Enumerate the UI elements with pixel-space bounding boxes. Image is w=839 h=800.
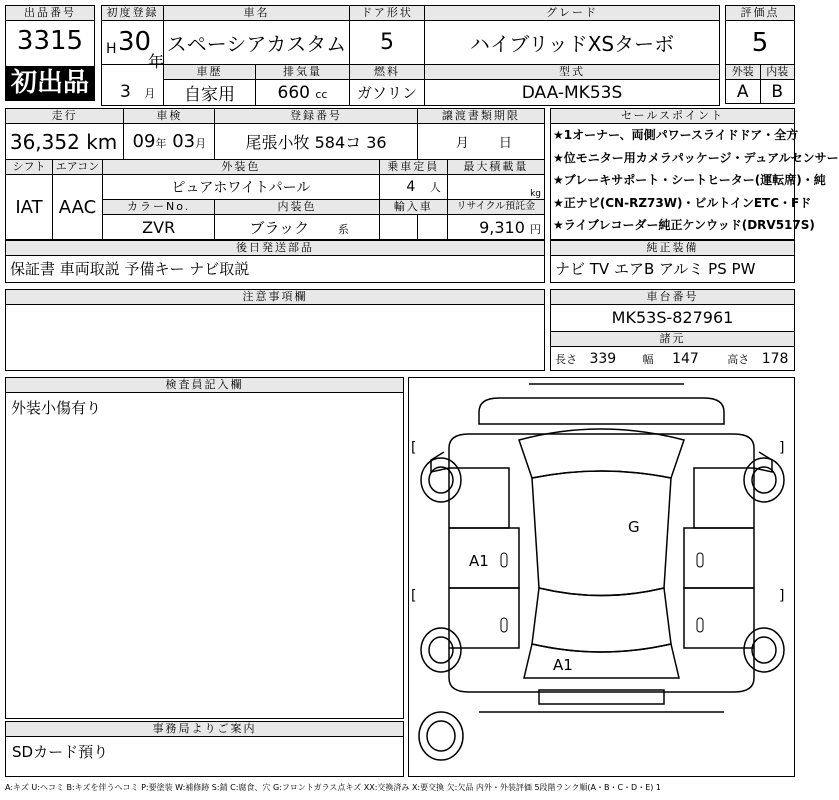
model: DAA-MK53S	[425, 80, 720, 106]
inspect-month: 03	[172, 131, 196, 152]
chassis-label: 車台番号	[551, 290, 794, 305]
length-label: 長さ	[555, 353, 577, 366]
damage-mark-left-door: A1	[469, 552, 489, 570]
reg-year: 30	[118, 27, 152, 57]
recycle-label: リサイクル預託金	[447, 199, 544, 214]
inspector-box	[5, 377, 404, 719]
score: 5	[726, 21, 795, 65]
shift-label: シフト	[6, 159, 53, 174]
mileage-label: 走行	[6, 109, 124, 124]
fuel-label: 燃料	[350, 65, 425, 80]
capacity-label: 乗車定員	[379, 159, 447, 174]
displacement-cell	[256, 80, 350, 106]
office-box	[5, 721, 404, 777]
plate-label: 登録番号	[215, 109, 417, 124]
transfer-cell	[417, 124, 544, 159]
disp-label: 排気量	[256, 65, 350, 80]
load-unit: kg	[447, 175, 544, 200]
sales-point-item: ★位モニター用カメラパッケージ・デュアルセンサー	[553, 150, 839, 165]
grade: ハイブリッドXSターボ	[425, 21, 720, 65]
inspector-label: 検査員記入欄	[6, 378, 403, 393]
notes-text	[6, 305, 544, 311]
vehicle-info-table	[5, 108, 545, 240]
colorno: ZVR	[103, 215, 215, 240]
model-label: 型式	[425, 65, 720, 80]
inspect-year-unit: 年	[155, 137, 167, 150]
inspect-cell	[124, 124, 215, 159]
ac-label: エアコン	[53, 159, 103, 174]
transfer-month: 月	[455, 136, 469, 151]
width: 147	[672, 351, 699, 367]
doors-label: ドア形状	[350, 6, 425, 21]
import-label: 輸入車	[379, 199, 447, 214]
sales-points-label: セールスポイント	[551, 109, 794, 124]
sales-point-item: ★ブレーキサポート・シートヒーター(運転席)・純	[553, 173, 826, 187]
chassis-number: MK53S-827961	[551, 305, 794, 332]
name-label: 車名	[164, 6, 350, 21]
reg-month: 3	[120, 82, 131, 103]
recycle-unit: 円	[530, 222, 541, 236]
month-unit: 月	[144, 87, 156, 101]
sales-point-item: ★1オーナー、両側パワースライドドア・全方	[553, 128, 799, 142]
equipment-label: 純正装備	[551, 241, 794, 256]
mileage: 36,352	[9, 129, 80, 154]
first-listing-badge: 初出品	[6, 66, 94, 100]
height: 178	[761, 351, 789, 367]
history: 自家用	[164, 80, 256, 106]
ext-grade: A	[726, 80, 761, 104]
parts-box	[5, 240, 545, 283]
capacity: 4	[406, 178, 416, 195]
legend: A:キズ U:ヘコミ B:キズを伴うヘコミ P:要塗装 W:補修跡 S:錆 C:腐食、穴 G:フロントガラス点キズ XX:交換済み X:要交換 欠:欠品 内外・外装評価 5段階ランク順(A・B・C・D・E) 1	[5, 783, 662, 792]
equipment-text: ナビ TV エアB アルミ PS PW	[555, 260, 756, 278]
capacity-cell	[379, 175, 447, 200]
score-table	[725, 5, 795, 104]
header-table	[101, 5, 720, 106]
sales-points-list	[551, 124, 839, 237]
ext-label: 外装	[726, 65, 761, 80]
height-label: 高さ	[727, 353, 750, 366]
score-label: 評価点	[726, 6, 795, 21]
length: 339	[589, 351, 617, 367]
car-name: スペーシアカスタム	[164, 21, 350, 65]
bracket-left-top: [	[411, 440, 417, 456]
ac: AAC	[53, 175, 103, 240]
recycle-cell	[447, 215, 544, 240]
sales-point-item: ★ライブレコーダー純正ケンウッド(DRV517S)	[553, 218, 815, 232]
damage-mark-windshield: G	[628, 518, 640, 536]
bracket-right-bottom: ]	[779, 588, 785, 604]
lot-number: 3315	[16, 26, 84, 56]
intcolor-cell	[215, 215, 379, 240]
intcolor: ブラック	[249, 218, 310, 237]
office-label: 事務局よりご案内	[6, 722, 403, 737]
capacity-unit: 人	[429, 180, 441, 194]
parts-text: 保証書 車両取説 予備キー ナビ取説	[10, 260, 250, 278]
disp-unit: cc	[315, 87, 328, 101]
int-label: 内装	[760, 65, 795, 80]
chassis-box	[550, 289, 795, 371]
shift: IAT	[6, 175, 53, 240]
doors: 5	[350, 21, 425, 65]
inspect-month-unit: 月	[195, 137, 207, 150]
lot-box	[5, 5, 95, 101]
sales-points-box	[550, 108, 839, 240]
inspect-label: 車検	[124, 109, 215, 124]
sales-point-item: ★正ナビ(CN-RZ73W)・ビルトインETC・Fド	[553, 195, 812, 210]
recycle: 9,310	[479, 217, 525, 237]
reg-month-cell	[102, 80, 164, 106]
inspect-year: 09	[132, 131, 156, 152]
transfer-label: 譲渡書類期限	[417, 109, 544, 124]
era: H	[106, 41, 117, 57]
width-label: 幅	[642, 353, 654, 366]
office-text: SDカード預り	[12, 743, 109, 761]
damage-mark-rear: A1	[553, 656, 573, 674]
notes-label: 注意事項欄	[6, 290, 544, 305]
lot-label: 出品番号	[6, 6, 94, 21]
grade-label: グレード	[425, 6, 720, 21]
intcolor-unit: 系	[337, 222, 349, 236]
transfer-day: 日	[498, 136, 512, 151]
notes-box	[5, 289, 545, 371]
load-label: 最大積載量	[447, 159, 544, 174]
mileage-cell	[6, 124, 124, 159]
reg-label: 初度登録	[102, 6, 164, 21]
color-label: 外装色	[103, 159, 380, 174]
bracket-right-top: ]	[779, 440, 785, 456]
car-diagram	[408, 377, 795, 777]
year-unit: 年	[148, 52, 165, 71]
fuel: ガソリン	[350, 80, 425, 106]
dims-label: 諸元	[551, 332, 794, 347]
mileage-unit: km	[86, 129, 118, 154]
equipment-box	[550, 240, 795, 283]
colorno-label: カラーNo.	[103, 199, 215, 214]
car-outline-svg	[409, 378, 794, 776]
history-label: 車歴	[164, 65, 256, 80]
displacement: 660	[277, 82, 310, 103]
dims-row	[551, 347, 794, 372]
plate: 尾張小牧 584コ 36	[215, 124, 417, 159]
bracket-left-bottom: [	[411, 588, 417, 604]
intcolor-label: 内装色	[215, 199, 379, 214]
int-grade: B	[760, 80, 795, 104]
reg-cell	[102, 21, 165, 71]
inspector-text: 外装小傷有り	[11, 399, 102, 417]
parts-label: 後日発送部品	[6, 241, 544, 256]
color: ピュアホワイトパール	[103, 175, 380, 200]
